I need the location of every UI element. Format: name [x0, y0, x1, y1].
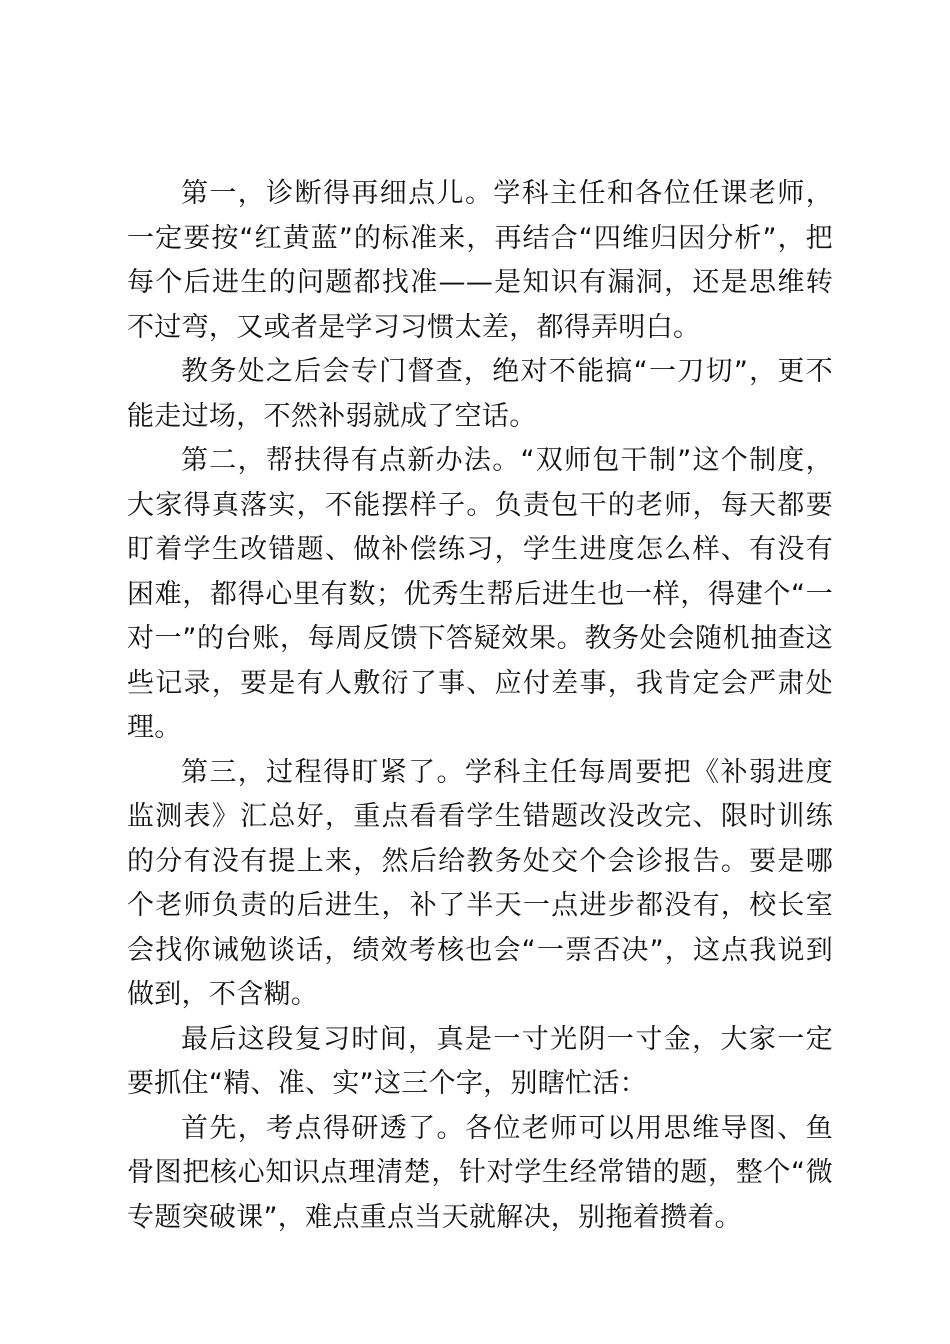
paragraph-supervision: 教务处之后会专门督查，绝对不能搞“一刀切”，更不能走过场，不然补弱就成了空话。 — [127, 356, 833, 432]
document-body — [127, 172, 833, 1240]
paragraph-review-time: 最后这段复习时间，真是一寸光阴一寸金，大家一定要抓住“精、准、实”这三个字，别瞎忙活： — [127, 1023, 833, 1099]
paragraph-diagnosis: 第一，诊断得再细点儿。学科主任和各位任课老师，一定要按“红黄蓝”的标准来，再结合“四维归因分析”，把每个后进生的问题都找准——是知识有漏洞，还是思维转不过弯，又或者是学习习惯太差，都得弄明白。 — [127, 178, 833, 343]
paragraph-assistance: 第二，帮扶得有点新办法。“双师包干制”这个制度，大家得真落实，不能摆样子。负责包干的老师，每天都要盯着学生改错题、做补偿练习，学生进度怎么样、有没有困难，都得心里有数；优秀生帮后进生也一样，得建个“一对一”的台账，每周反馈下答疑效果。教务处会随机抽查这些记录，要是有人敷衍了事、应付差事，我肯定会严肃处理。 — [127, 445, 833, 743]
paragraph-exam-points: 首先，考点得研透了。各位老师可以用思维导图、鱼骨图把核心知识点理清楚，针对学生经常错的题，整个“微专题突破课”，难点重点当天就解决，别拖着攒着。 — [127, 1112, 833, 1233]
paragraph-process: 第三，过程得盯紧了。学科主任每周要把《补弱进度监测表》汇总好，重点看看学生错题改没改完、限时训练的分有没有提上来，然后给教务处交个会诊报告。要是哪个老师负责的后进生，补了半天一点进步都没有，校长室会找你诫勉谈话，绩效考核也会“一票否决”，这点我说到做到，不含糊。 — [127, 756, 833, 1010]
